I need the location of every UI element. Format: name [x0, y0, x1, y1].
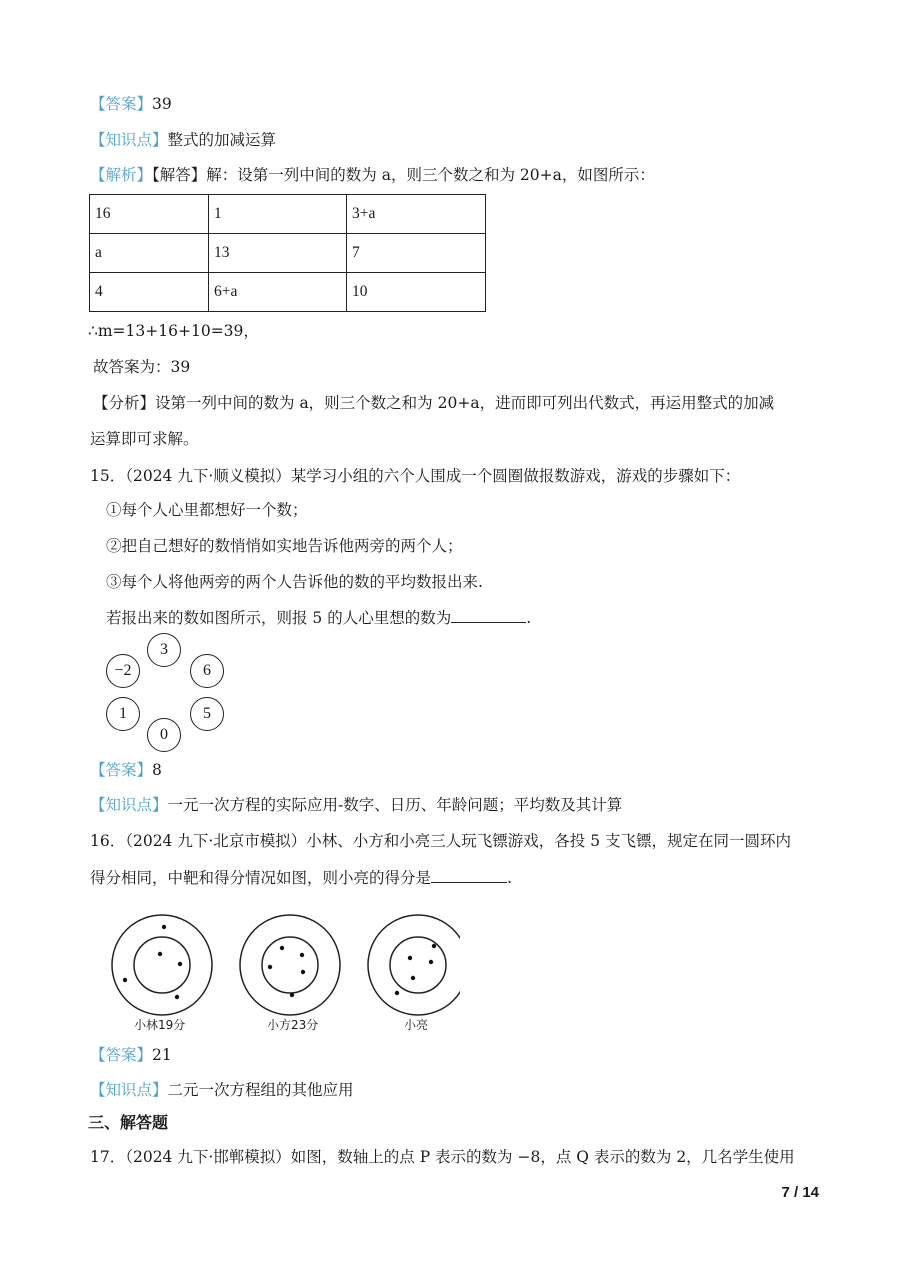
dart-hit	[290, 993, 294, 997]
number-circle: −2	[106, 654, 140, 688]
knowledge-tag: 【知识点】	[90, 796, 168, 814]
therefore-line: ∴m=13+16+10=39，	[88, 322, 259, 340]
dart-hit	[175, 995, 179, 999]
answer-value: 8	[152, 761, 162, 779]
q16-knowledge-line	[90, 1079, 354, 1101]
table-row	[90, 273, 486, 312]
knowledge-text: 一元一次方程的实际应用-数字、日历、年龄问题；平均数及其计算	[167, 796, 623, 814]
page-number: 7 / 14	[781, 1184, 819, 1201]
dart-hit	[123, 978, 127, 982]
answer-tag: 【答案】	[90, 1046, 153, 1064]
fenxi-line-2: 运算即可求解。	[90, 430, 199, 448]
number-circle: 5	[190, 697, 224, 731]
target-caption: 小方23分	[267, 1018, 319, 1032]
answer-tag: 【答案】	[90, 761, 153, 779]
q15-knowledge-line	[90, 794, 622, 816]
q16-stem-1: 16．（2024 九下·北京市模拟）小林、小方和小亮三人玩飞镖游戏，各投 5 支飞镖，规定在同一圆环内	[90, 832, 791, 850]
number-circle: 1	[106, 697, 140, 731]
final-answer-line: 故答案为：39	[93, 358, 191, 376]
q15-question	[106, 606, 531, 629]
table-cell: 3+a	[347, 195, 486, 234]
number-circle: 6	[190, 654, 224, 688]
q15-step-3: ③每个人将他两旁的两个人告诉他的数的平均数报出来.	[106, 573, 483, 591]
outer-ring	[240, 915, 340, 1015]
section-heading: 三、解答题	[88, 1113, 169, 1132]
dart-hit	[158, 952, 162, 956]
knowledge-text: 二元一次方程组的其他应用	[167, 1081, 354, 1099]
q15-step-2: ②把自己想好的数悄悄如实地告诉他两旁的两个人；	[106, 537, 463, 555]
dart-hit	[411, 976, 415, 980]
dart-hit	[301, 970, 305, 974]
q16-answer-line	[90, 1044, 172, 1066]
solution-text: 解：设第一列中间的数为 a，则三个数之和为 20+a，如图所示：	[206, 166, 655, 184]
answer-blank	[431, 866, 507, 883]
q14-knowledge-line	[90, 129, 276, 151]
table-row	[90, 195, 486, 234]
table-cell: 13	[209, 234, 347, 273]
answer-value: 21	[152, 1046, 172, 1064]
q17-stem: 17．（2024 九下·邯郸模拟）如图，数轴上的点 P 表示的数为 −8，点 Q 表示的数为 2，几名学生使用	[90, 1148, 795, 1166]
dart-hit	[162, 925, 166, 929]
dart-hit	[432, 944, 436, 948]
target-caption: 小亮	[404, 1018, 429, 1032]
table-cell: 16	[90, 195, 209, 234]
dart-hit	[268, 965, 272, 969]
analysis-tag: 【解析】	[90, 166, 153, 184]
number-circle: 0	[147, 718, 181, 752]
target-caption: 小林19分	[134, 1018, 186, 1032]
table-cell: 1	[209, 195, 347, 234]
q15-step-1: ①每个人心里都想好一个数；	[106, 501, 308, 519]
dart-target-xiaoliang	[368, 915, 460, 1015]
knowledge-text: 整式的加减运算	[167, 131, 277, 149]
dart-hit	[408, 956, 412, 960]
dart-hit	[429, 960, 433, 964]
table-cell: 7	[347, 234, 486, 273]
answer-blank	[451, 606, 526, 623]
fenxi-line-1	[93, 392, 774, 414]
answer-tag: 【答案】	[90, 95, 153, 113]
table-row	[90, 234, 486, 273]
knowledge-tag: 【知识点】	[90, 1081, 168, 1099]
q14-answer-line	[90, 93, 172, 115]
table-cell: 10	[347, 273, 486, 312]
knowledge-tag: 【知识点】	[90, 131, 168, 149]
q14-solution-line	[90, 164, 655, 186]
answer-value: 39	[152, 95, 172, 113]
dart-hit	[280, 946, 284, 950]
fenxi-text: 设第一列中间的数为 a，则三个数之和为 20+a，进而即可列出代数式，再运用整式的加减	[155, 394, 775, 412]
q16-stem-2	[90, 866, 512, 889]
q15-stem: 15．（2024 九下·顺义模拟）某学习小组的六个人围成一个圆圈做报数游戏，游戏的步骤如下：	[90, 467, 741, 485]
dart-hit	[178, 962, 182, 966]
question-end: .	[526, 609, 532, 627]
question-end: .	[507, 869, 512, 887]
dart-hit	[300, 953, 304, 957]
table-cell: 6+a	[209, 273, 347, 312]
dart-target-xiaolin	[112, 915, 212, 1015]
dart-hit	[395, 991, 399, 995]
magic-square-table	[89, 194, 486, 312]
inner-ring	[390, 937, 446, 993]
number-circle: 3	[147, 633, 181, 667]
table-cell: a	[90, 234, 209, 273]
dart-target-xiaofang	[240, 915, 340, 1015]
outer-ring	[112, 915, 212, 1015]
solution-tag: 【解答】	[152, 166, 207, 184]
question-text: 得分相同，中靶和得分情况如图，则小亮的得分是	[90, 869, 432, 887]
question-text: 若报出来的数如图所示，则报 5 的人心里想的数为	[106, 609, 452, 627]
fenxi-tag: 【分析】	[93, 394, 156, 412]
table-cell: 4	[90, 273, 209, 312]
q15-answer-line	[90, 759, 162, 781]
